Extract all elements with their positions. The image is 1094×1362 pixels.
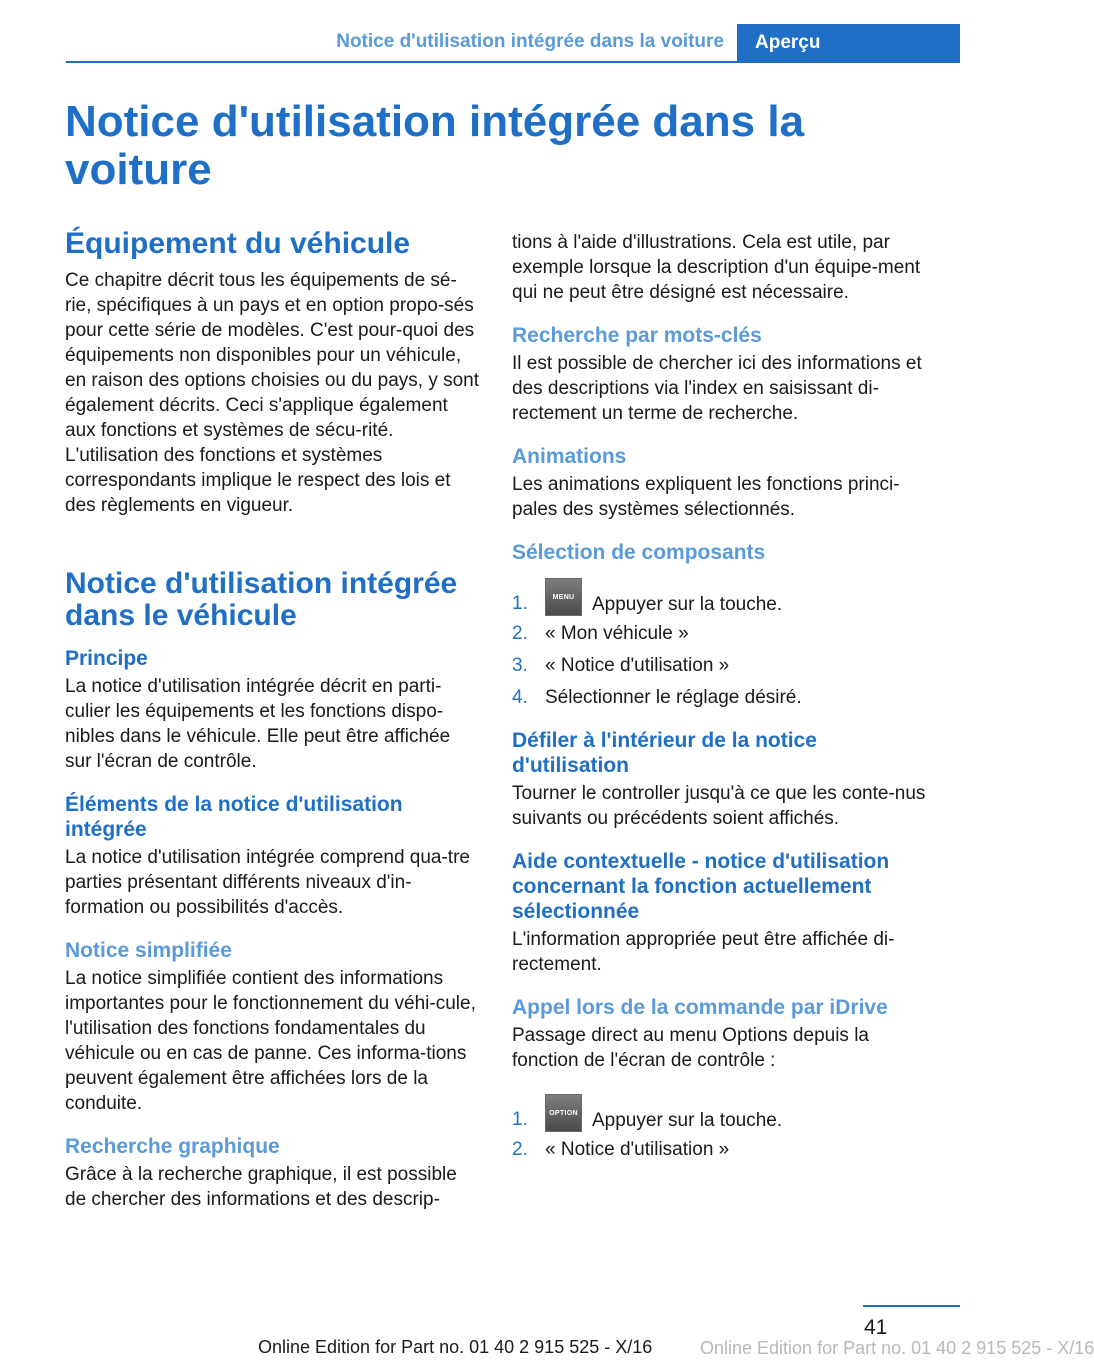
list-item [512,577,928,617]
step-text: Appuyer sur la touche. [592,593,783,615]
section-appel-idrive [512,995,928,1162]
step-number: 4. [512,687,528,708]
step-text: « Notice d'utilisation » [545,655,730,676]
page-title: Notice d'utilisation intégrée dans la voiture [65,97,805,194]
running-header-tab: Aperçu [737,24,960,62]
paragraph-aide-contextuelle: L'information appropriée peut être affichée di-rectement. [512,929,895,975]
section-mots-cles [512,323,928,426]
section-recherche-graphique [65,1134,481,1212]
paragraph-recherche-graphique: Grâce à la recherche graphique, il est possible de chercher des informations et des descrip- [65,1164,457,1210]
edition-line: Online Edition for Part no. 01 40 2 915 525 - X/16 [258,1337,653,1357]
right-column [512,230,928,1169]
paragraph-notice-simplifiee: La notice simplifiée contient des informations importantes pour le fonctionnement du véhi-cule, l'utilisation des fonctions fondamentales du véhicule ou en cas de panne. Ces informa-tions peuvent également être affichées lors de la conduite. [65,968,476,1114]
step-text: « Mon véhicule » [545,623,689,644]
section-elements [65,792,481,920]
list-item [512,621,928,646]
step-number: 1. [512,1109,528,1130]
heading-recherche-graphique: Recherche graphique [65,1135,280,1158]
heading-mots-cles: Recherche par mots-clés [512,324,762,347]
appel-steps-list [512,1093,928,1162]
heading-aide-contextuelle: Aide contextuelle - notice d'utilisation concernant la fonction actuellement sélectionnée [512,850,890,923]
heading-notice-simplifiee: Notice simplifiée [65,939,232,962]
paragraph-continuation: tions à l'aide d'illustrations. Cela est utile, par exemple lorsque la description d'un équipe-ment qui ne peut être désigné est nécessaire. [512,232,921,303]
section-principe [65,646,481,774]
paragraph-defiler: Tourner le controller jusqu'à ce que les conte-nus suivants ou précédents soient affichés. [512,783,926,829]
paragraph-equipement: Ce chapitre décrit tous les équipements de sé-rie, spécifiques à un pays et en option propo-sés pour cette série de modèles. C'est pour-quoi des équipements non disponibles pour un véhicule, en raison des options choisies ou du pays, y sont également décrits. Ceci s'applique également aux fonctions et systèmes de sécu-rité. L'utilisation des fonctions et systèmes correspondants implique le respect des lois et des règlements en vigueur. [65,270,480,516]
running-header-title: Notice d'utilisation intégrée dans la voiture [336,31,724,52]
heading-principe: Principe [65,647,148,670]
list-item [512,653,928,678]
step-number: 2. [512,623,528,644]
step-text: Appuyer sur la touche. [592,1109,783,1131]
step-number: 1. [512,593,528,614]
header-rule [66,61,960,63]
list-item [512,1093,928,1133]
step-text: « Notice d'utilisation » [545,1139,730,1160]
selection-steps-list [512,577,928,710]
section-defiler [512,728,928,831]
paragraph-mots-cles: Il est possible de chercher ici des informations et des descriptions via l'index en saisissant di-rectement un terme de recherche. [512,353,922,424]
heading-elements: Éléments de la notice d'utilisation intégrée [65,793,403,841]
left-column [65,228,481,1212]
section-animations [512,444,928,522]
option-button-icon: OPTION [545,1094,582,1132]
menu-button-icon: MENU [545,578,582,616]
list-item [512,685,928,710]
paragraph-appel-idrive: Passage direct au menu Options depuis la fonction de l'écran de contrôle : [512,1025,869,1071]
list-item [512,1137,928,1162]
footer-rule [863,1305,960,1307]
heading-selection: Sélection de composants [512,541,766,564]
heading-appel-idrive: Appel lors de la commande par iDrive [512,996,888,1019]
paragraph-animations: Les animations expliquent les fonctions princi-pales des systèmes sélectionnés. [512,474,900,520]
paragraph-elements: La notice d'utilisation intégrée comprend qua-tre parties présentant différents niveaux d'in-formation ou possibilités d'accès. [65,847,470,918]
step-text: Sélectionner le réglage désiré. [545,687,802,708]
heading-notice-vehicule: Notice d'utilisation intégrée dans le véhicule [65,567,458,632]
page-number: 41 [864,1316,888,1339]
section-notice-simplifiee [65,938,481,1116]
step-number: 2. [512,1139,528,1160]
section-aide-contextuelle [512,849,928,977]
paragraph-principe: La notice d'utilisation intégrée décrit en parti-culier les équipements et les fonctions dispo-nibles dans le véhicule. Elle peut être affichée sur l'écran de contrôle. [65,676,451,772]
section-selection [512,540,928,710]
heading-equipement: Équipement du véhicule [65,227,411,260]
step-number: 3. [512,655,528,676]
watermark: Online Edition for Part no. 01 40 2 915 525 - X/16 [700,1338,1094,1358]
heading-animations: Animations [512,445,627,468]
heading-defiler: Défiler à l'intérieur de la notice d'utilisation [512,729,817,777]
